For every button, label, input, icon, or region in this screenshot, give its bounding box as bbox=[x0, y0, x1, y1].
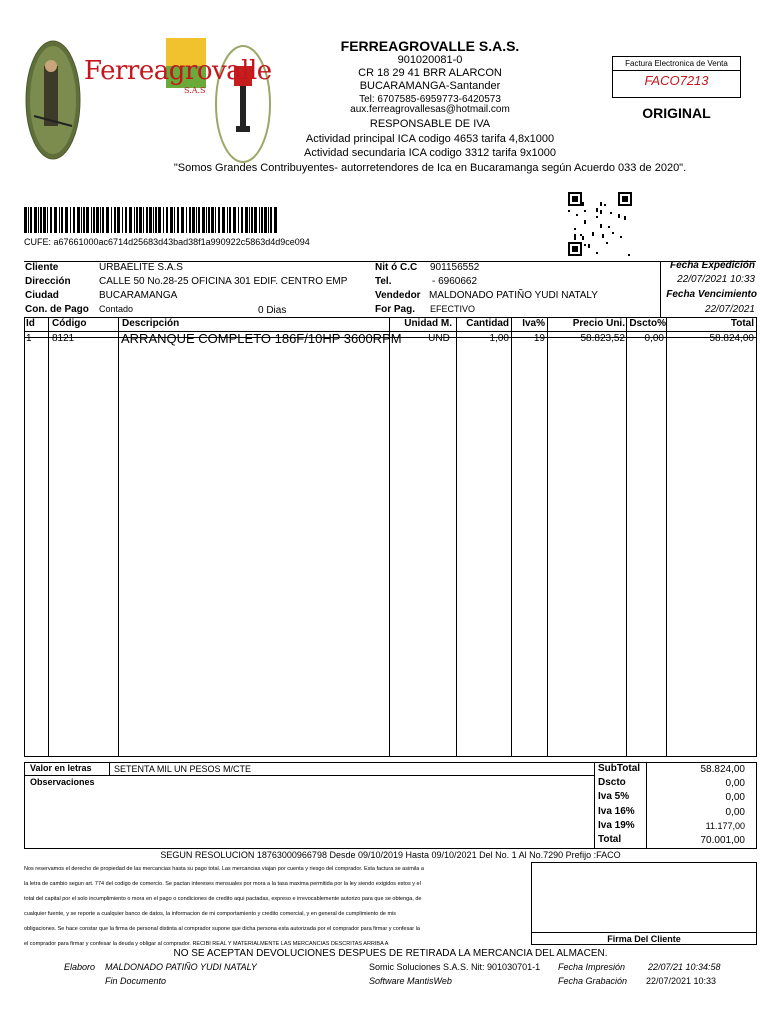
invoice-type-label: Factura Electronica de Venta bbox=[613, 57, 740, 71]
fecha-impresion-label: Fecha Impresión bbox=[558, 962, 626, 972]
nit-label: Nit ó C.C bbox=[375, 262, 418, 273]
company-address: CR 18 29 41 BRR ALARCON bbox=[358, 67, 502, 79]
elaboro-label: Elaboro bbox=[64, 962, 96, 972]
qr-code bbox=[568, 192, 632, 256]
nit-value: 901156552 bbox=[430, 262, 480, 273]
forpag-value: EFECTIVO bbox=[430, 304, 476, 314]
cliente-label: Cliente bbox=[25, 262, 59, 273]
invoice-number-box bbox=[612, 56, 741, 98]
tel-value: - 6960662 bbox=[432, 276, 478, 287]
cufe-code: CUFE: a67661000ac6714d25683d43bad38f1a990922c5863d4d9ce094 bbox=[24, 237, 310, 247]
fecha-expedicion-value: 22/07/2021 10:33 bbox=[677, 274, 755, 285]
th-cantidad: Cantidad bbox=[466, 318, 509, 329]
legal-line: obligaciones. Se hace constar que la firma de personal distinta al comprador supone que dicha persona esta autorizada por el comprador para firmar y confesar la bbox=[24, 926, 420, 932]
fin-documento: Fin Documento bbox=[105, 976, 167, 986]
no-devoluciones: NO SE ACEPTAN DEVOLUCIONES DESPUES DE RETIRADA LA MERCANCIA DEL ALMACEN. bbox=[173, 948, 608, 959]
fecha-grabacion-value: 22/07/2021 10:33 bbox=[646, 976, 717, 986]
cell-codigo: 8121 bbox=[52, 333, 75, 344]
dias-value: 0 Dias bbox=[258, 305, 287, 316]
iva19-label: Iva 19% bbox=[598, 820, 635, 831]
dscto-label: Dscto bbox=[598, 777, 626, 788]
company-iva: RESPONSABLE DE IVA bbox=[369, 118, 491, 130]
cell-total: 58.824,00 bbox=[709, 333, 754, 344]
dscto-value: 0,00 bbox=[725, 778, 745, 789]
legal-line: cualquier fuente, y se reporte a cualquier banco de datos, la informacion de mi comportamiento y credito comercial, y en general de cumplimiento de mis bbox=[24, 911, 397, 917]
vendedor-value: MALDONADO PATIÑO YUDI NATALY bbox=[429, 290, 598, 301]
iva16-label: Iva 16% bbox=[598, 806, 635, 817]
forpag-label: For Pag. bbox=[375, 304, 416, 315]
cell-unidad: UND bbox=[428, 333, 450, 344]
th-dscto: Dscto% bbox=[629, 318, 666, 329]
firma-cliente-label: Firma Del Cliente bbox=[607, 934, 681, 944]
subtotal-label: SubTotal bbox=[598, 763, 641, 774]
cliente-value: URBAÉLITE S.A.S bbox=[99, 262, 183, 273]
valor-letras-label: Valor en letras bbox=[30, 763, 92, 773]
iva5-value: 0,00 bbox=[725, 792, 745, 803]
cell-iva: 19 bbox=[533, 333, 545, 344]
total-label: Total bbox=[598, 834, 622, 845]
direccion-value: CALLE 50 No.28-25 OFICINA 301 EDIF. CENTRO EMP bbox=[99, 276, 348, 287]
company-email: aux.ferreagrovallesas@hotmail.com bbox=[350, 104, 510, 115]
subtotal-value: 58.824,00 bbox=[700, 764, 745, 775]
original-label: ORIGINAL bbox=[642, 105, 711, 121]
direccion-label: Dirección bbox=[25, 276, 71, 287]
company-nit: 901020081-0 bbox=[397, 54, 463, 66]
cell-id: 1 bbox=[26, 333, 32, 344]
legal-line: el comprador para firmar y confesar la deuda y obligar al comprador. RECIBI REAL Y MATERIALMENTE LAS MERCANCIAS DESCRITAS ARRIBA A bbox=[24, 941, 389, 947]
th-id: Id bbox=[26, 318, 35, 329]
ciudad-label: Ciudad bbox=[25, 290, 59, 301]
company-city: BUCARAMANGA-Santander bbox=[359, 80, 501, 92]
company-phone: Tel: 6707585-6959773-6420573 bbox=[359, 94, 501, 105]
th-iva: Iva% bbox=[522, 318, 545, 329]
company-contributors: "Somos Grandes Contribuyentes- autorretendores de Ica en Bucaramanga según Acuerdo 033 de 2020". bbox=[173, 162, 687, 174]
elaboro-value: MALDONADO PATIÑO YUDI NATALY bbox=[105, 962, 257, 972]
cell-dscto: 0,00 bbox=[644, 333, 664, 344]
fecha-vencimiento-label: Fecha Vencimiento bbox=[666, 289, 757, 300]
somic-text: Somic Soluciones S.A.S. Nit: 901030701-1 bbox=[369, 962, 541, 972]
cell-descripcion: ARRANQUE COMPLETO 186F/10HP 3600RPM bbox=[121, 331, 402, 346]
iva5-label: Iva 5% bbox=[598, 791, 630, 802]
th-codigo: Código bbox=[52, 318, 87, 329]
legal-line: Nos reservamos el derecho de propiedad de las mercancias hasta su pago total. Las mercancias viajan por cuenta y riesgo del comprador. Esta factura se asimila a bbox=[24, 866, 424, 872]
legal-line: la letra de cambio segun art. 774 del codigo de comercio. Se pactan intereses mensuales por mora a la tasa maxima permitida por la ley siendo exigidos estos y el bbox=[24, 881, 421, 887]
ciudad-value: BUCARAMANGA bbox=[99, 290, 178, 301]
th-descripcion: Descripción bbox=[122, 318, 180, 329]
condpago-label: Con. de Pago bbox=[25, 304, 89, 315]
iva19-value: 11.177,00 bbox=[705, 821, 745, 831]
observaciones-label: Observaciones bbox=[30, 777, 95, 787]
total-value: 70.001,00 bbox=[700, 835, 745, 846]
th-total: Total bbox=[730, 318, 754, 329]
legal-text bbox=[24, 862, 529, 952]
cell-precio: 58.823,52 bbox=[580, 333, 625, 344]
th-unidad: Unidad M. bbox=[404, 318, 452, 329]
logo-text: Ferreagrovalle bbox=[84, 56, 272, 86]
company-activity-secondary: Actividad secundaria ICA codigo 3312 tarifa 9x1000 bbox=[304, 147, 556, 159]
invoice-number: FACO7213 bbox=[644, 73, 709, 88]
fecha-grabacion-label: Fecha Grabación bbox=[558, 976, 628, 986]
resolucion-text: SEGUN RESOLUCION 18763000966798 Desde 09/10/2019 Hasta 09/10/2021 Del No. 1 Al No.7290 Prefijo :FACO bbox=[160, 850, 621, 860]
fecha-vencimiento-value: 22/07/2021 bbox=[704, 304, 755, 315]
iva16-value: 0,00 bbox=[725, 807, 745, 818]
valor-letras-value: SETENTA MIL UN PESOS M/CTE bbox=[114, 764, 252, 774]
fecha-impresion-value: 22/07/21 10:34:58 bbox=[648, 962, 721, 972]
vendedor-label: Vendedor bbox=[375, 290, 421, 301]
logo-subtext: S.A.S bbox=[184, 86, 206, 95]
th-precio: Precio Uni. bbox=[572, 318, 625, 329]
items-table bbox=[24, 317, 757, 757]
software-text: Software MantisWeb bbox=[369, 976, 452, 986]
tel-label: Tel. bbox=[375, 276, 392, 287]
condpago-value: Contado bbox=[99, 304, 134, 314]
cell-cantidad: 1,00 bbox=[489, 333, 509, 344]
company-activity-main: Actividad principal ICA codigo 4653 tarifa 4,8x1000 bbox=[305, 133, 555, 145]
fecha-expedicion-label: Fecha Expedición bbox=[669, 260, 755, 271]
legal-line: total del capital por el solo incumplimiento o mora en el pago o condiciones de credito aqui pactadas, expreso e irrevocablemente autorizo para que se obtenga, de bbox=[24, 896, 422, 902]
barcode bbox=[24, 207, 280, 233]
company-name: FERREAGROVALLE S.A.S. bbox=[340, 38, 520, 54]
